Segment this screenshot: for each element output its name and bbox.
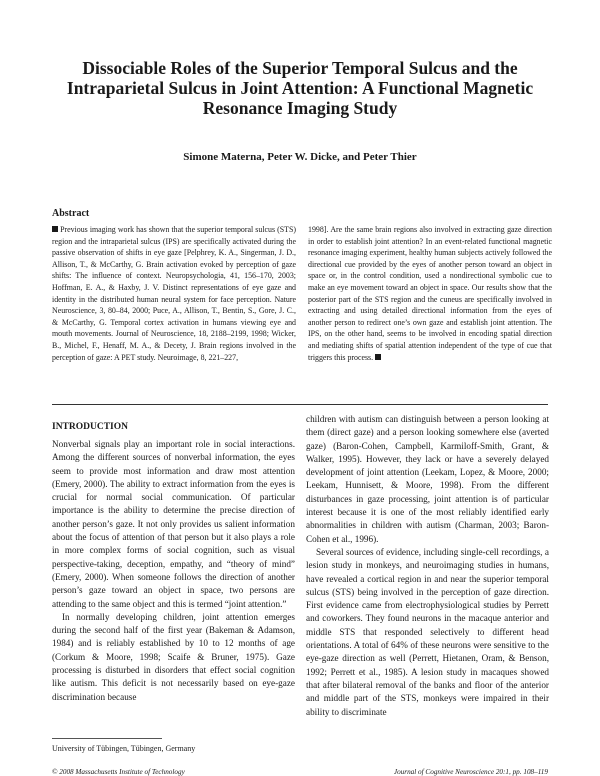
abstract-text-right	[308, 224, 552, 363]
abstract-left-text: Previous imaging work has shown that the superior temporal sulcus (STS) region and the intraparietal sulcus (IPS) are specifically activated during the passive observation of shifts in eye gaze [Pelphrey, K. A., Singerman, J. D., Allison, T., & McCarthy, G. Brain activation evoked by perception of gaze shifts: The influence of context. Neuropsychologia, 41, 156–170, 2003; Hoffman, E. A., & Haxby, J. V. Distinct representations of eye gaze and identity in the distributed human neural system for face perception. Nature Neuroscience, 3, 80–84, 2000; Puce, A., Allison, T., Bentin, S., Gore, J. C., & McCarthy, G. Temporal cortex activation in humans viewing eye and mouth movements. Journal of Neuroscience, 18, 2188–2199, 1998; Wicker, B., Michel, F., Henaff, M. A., & Decety, J. Brain regions involved in the perception of gaze: A PET study. Neuroimage, 8, 221–227,	[52, 225, 296, 362]
intro-paragraph-2: In normally developing children, joint attention emerges during the second half of the first year (Bakeman & Adamson, 1984) and is reliably established by 10 to 12 months of age (Corkum & Moore, 1998; Scaife & Bruner, 1975). Gaze processing is disturbed in disorders that effect social cognition like autism. This deficit is not necessarily based on eye-gaze discrimination because	[52, 611, 295, 702]
abstract-text-left	[52, 224, 296, 363]
intro-paragraph-3: children with autism can distinguish between a person looking at them (direct gaze) and a person looking somewhere else (averted gaze) (Baron-Cohen, Campbell, Karmiloff-Smith, Grant, & Walker, 1995). However, they lack or have a severely delayed development of joint attention (Leekam, Lopez, & Moore, 2000; Leekam, Hunnisett, & Moore, 1998). From the different disturbances in gaze processing, joint attention is of particular interest because it is one of the most reliably identified early abnormalities in children with autism (Charman, 2003; Baron-Cohen et al., 1996).	[306, 414, 549, 544]
section-start-marker-icon	[52, 226, 58, 232]
intro-paragraph-4: Several sources of evidence, including single-cell recordings, a lesion study in monkeys, and neuroimaging studies in humans, have revealed a cortical region in and near the superior temporal sulcus (STS) being involved in the perception of gaze direction. First evidence came from electrophysiological studies by Perrett and coworkers. They found neurons in the macaque anterior and middle STS that responded selectively to different head orientations. A total of 64% of these neurons were sensitive to the eye-gaze direction as well (Perrett, Hietanen, Oram, & Benson, 1992; Perrett et al., 1985). A lesion study in macaques showed that after bilateral removal of the banks and floor of the anterior and middle part of the STS, monkeys were impaired in their ability to discriminate	[306, 546, 549, 717]
copyright-notice: © 2008 Massachusetts Institute of Technology	[52, 768, 185, 776]
footnote-divider	[52, 738, 162, 739]
journal-citation: Journal of Cognitive Neuroscience 20:1, pp. 108–119	[393, 768, 548, 776]
paper-title: Dissociable Roles of the Superior Temporal Sulcus and the Intraparietal Sulcus in Joint Attention: A Functional Magnetic Resonance Imaging Study	[66, 58, 534, 118]
introduction-heading: INTRODUCTION	[52, 422, 129, 432]
body-column-left	[52, 421, 295, 704]
abstract-divider	[52, 404, 548, 405]
section-end-marker-icon	[375, 354, 381, 360]
abstract-heading: Abstract	[52, 208, 90, 219]
affiliation: University of Tübingen, Tübingen, Germany	[52, 744, 196, 753]
abstract-right-text: 1998]. Are the same brain regions also involved in extracting gaze direction in order to establish joint attention? In an event-related functional magnetic resonance imaging experiment, healthy human subjects actively followed the directional cue provided by the eyes of another person toward an object in space or, in the control condition, used a nondirectional symbolic cue to make an eye movement toward an object in space. Our results show that the posterior part of the STS region and the cuneus are specifically involved in extracting and using detailed directional information from the eyes of another person to redirect one’s own gaze and establish joint attention. The IPS, on the other hand, seems to be involved in encoding spatial direction and mediating shifts of spatial attention independent of the type of cue that triggers this process.	[308, 225, 552, 362]
intro-paragraph-1: Nonverbal signals play an important role in social interactions. Among the different sources of nonverbal information, the eyes seem to provide most information and draw most attention (Emery, 2000). The ability to extract information from the eyes is crucial for normal social communication. Of particular importance is the ability to determine the precise direction of another person’s gaze. It not only provides us salient information about the focus of attention of that person but it also plays a role in more complex forms of social cognition, such as visual perspective-taking, deception, empathy, and “theory of mind” (Emery, 2000). When someone follows the direction of another person’s gaze toward an object in space, two persons are attending to the same object and this is termed “joint attention.”	[52, 439, 295, 609]
author-list: Simone Materna, Peter W. Dicke, and Peter Thier	[183, 151, 417, 163]
body-column-right	[306, 413, 549, 719]
